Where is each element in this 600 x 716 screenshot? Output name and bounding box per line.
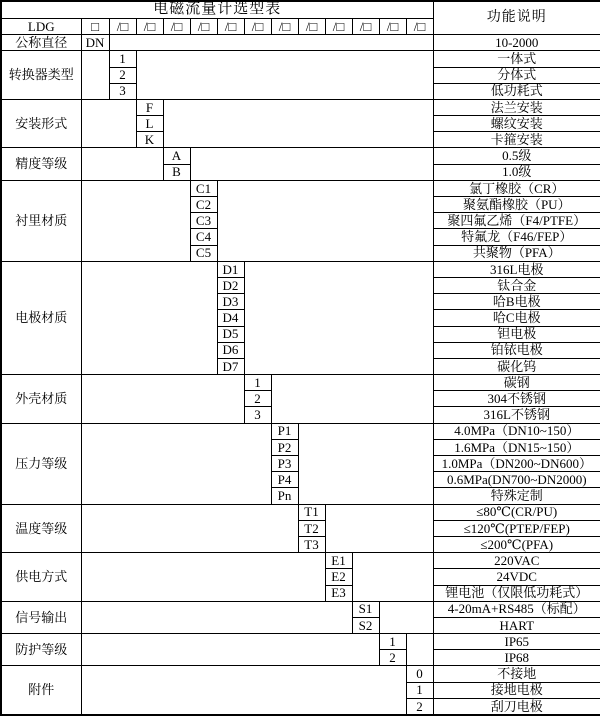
code-cell: F [136, 99, 163, 115]
value-cell: 哈B电极 [433, 294, 600, 310]
empty-cell [81, 148, 163, 180]
empty-cell [81, 423, 271, 504]
value-cell: 碳钢 [433, 375, 600, 391]
code-cell: C3 [190, 213, 217, 229]
code-cell: C1 [190, 180, 217, 196]
slash-box: /□ [379, 18, 406, 34]
code-cell: P2 [271, 439, 298, 455]
empty-cell [244, 261, 433, 374]
code-cell: T3 [298, 536, 325, 552]
empty-cell [163, 99, 433, 148]
value-cell: 一体式 [433, 51, 600, 67]
value-cell: ≤80℃(CR/PU) [433, 504, 600, 520]
empty-cell [379, 601, 433, 633]
empty-cell [81, 180, 190, 261]
empty-cell [298, 423, 433, 504]
code-cell: D1 [217, 261, 244, 277]
code-cell: P3 [271, 456, 298, 472]
group-label: 附件 [1, 666, 81, 715]
value-cell: HART [433, 617, 600, 633]
code-cell: 2 [109, 67, 136, 83]
code-cell: C2 [190, 197, 217, 213]
empty-cell [136, 51, 433, 100]
empty-cell [81, 51, 109, 100]
group-label: 转换器类型 [1, 51, 81, 100]
value-cell: 卡箍安装 [433, 132, 600, 148]
code-cell: D5 [217, 326, 244, 342]
empty-cell [81, 375, 244, 424]
function-column-header: 功能说明 [433, 1, 600, 35]
value-cell: 316L不锈钢 [433, 407, 600, 423]
value-cell: 分体式 [433, 67, 600, 83]
slash-box: /□ [163, 18, 190, 34]
value-cell: ≤200℃(PFA) [433, 536, 600, 552]
code-cell: L [136, 116, 163, 132]
group-label: 压力等级 [1, 423, 81, 504]
group-label: 供电方式 [1, 553, 81, 602]
value-cell: 特氟龙（F46/FEP） [433, 229, 600, 245]
code-cell: E3 [325, 585, 352, 601]
value-cell: 304不锈钢 [433, 391, 600, 407]
value-cell: IP65 [433, 634, 600, 650]
code-cell: E2 [325, 569, 352, 585]
code-cell: P4 [271, 472, 298, 488]
empty-cell [81, 601, 352, 633]
code-cell: 1 [406, 682, 433, 698]
value-cell: 法兰安装 [433, 99, 600, 115]
group-label: 外壳材质 [1, 375, 81, 424]
value-cell: 接地电极 [433, 682, 600, 698]
value-cell: 10-2000 [433, 35, 600, 51]
empty-cell [217, 180, 433, 261]
code-cell: E1 [325, 553, 352, 569]
code-cell: 1 [109, 51, 136, 67]
code-cell: D2 [217, 277, 244, 293]
code-cell: 2 [244, 391, 271, 407]
slash-box: /□ [136, 18, 163, 34]
slash-box: /□ [298, 18, 325, 34]
code-cell: 1 [379, 634, 406, 650]
code-cell: T2 [298, 520, 325, 536]
code-cell: T1 [298, 504, 325, 520]
value-cell: 聚四氟乙烯（F4/PTFE） [433, 213, 600, 229]
slash-box: /□ [271, 18, 298, 34]
code-cell: 3 [109, 83, 136, 99]
group-label: 公称直径 [1, 35, 81, 51]
code-cell: 0 [406, 666, 433, 682]
value-cell: 特殊定制 [433, 488, 600, 504]
empty-cell [190, 148, 433, 180]
value-cell: 聚氨酯橡胶（PU） [433, 197, 600, 213]
value-cell: 4.0MPa（DN10~150） [433, 423, 600, 439]
model-prefix: LDG [1, 18, 81, 34]
value-cell: 1.0级 [433, 164, 600, 180]
empty-cell [325, 504, 433, 553]
code-cell: 2 [406, 698, 433, 715]
code-cell: D7 [217, 358, 244, 374]
slash-box: /□ [352, 18, 379, 34]
code-cell: C4 [190, 229, 217, 245]
empty-cell [81, 504, 298, 553]
value-cell: 1.0MPa（DN200~DN600） [433, 456, 600, 472]
code-cell: D3 [217, 294, 244, 310]
code-cell: 2 [379, 650, 406, 666]
empty-cell [81, 99, 136, 148]
group-label: 安装形式 [1, 99, 81, 148]
value-cell: 不接地 [433, 666, 600, 682]
code-cell: S1 [352, 601, 379, 617]
group-label: 精度等级 [1, 148, 81, 180]
value-cell: 0.5级 [433, 148, 600, 164]
group-label: 信号输出 [1, 601, 81, 633]
value-cell: 钛合金 [433, 277, 600, 293]
code-cell: 1 [244, 375, 271, 391]
code-cell: DN [81, 35, 109, 51]
code-cell: K [136, 132, 163, 148]
value-cell: 锂电池（仅限低功耗式） [433, 585, 600, 601]
value-cell: 低功耗式 [433, 83, 600, 99]
value-cell: IP68 [433, 650, 600, 666]
group-label: 电极材质 [1, 261, 81, 374]
value-cell: 氯丁橡胶（CR） [433, 180, 600, 196]
value-cell: 螺纹安装 [433, 116, 600, 132]
slash-box: /□ [190, 18, 217, 34]
value-cell: ≤120℃(PTEP/FEP) [433, 520, 600, 536]
slash-box: /□ [325, 18, 352, 34]
group-label: 温度等级 [1, 504, 81, 553]
value-cell: 316L电极 [433, 261, 600, 277]
code-cell: C5 [190, 245, 217, 261]
empty-cell [271, 375, 433, 424]
code-cell: S2 [352, 617, 379, 633]
empty-cell [81, 666, 406, 715]
slash-box: /□ [244, 18, 271, 34]
empty-cell [406, 634, 433, 666]
code-cell: Pn [271, 488, 298, 504]
table-title: 电磁流量计选型表 [1, 1, 433, 18]
empty-cell [81, 553, 325, 602]
group-label: 防护等级 [1, 634, 81, 666]
value-cell: 4-20mA+RS485（标配） [433, 601, 600, 617]
value-cell: 1.6MPa（DN15~150） [433, 439, 600, 455]
empty-cell [352, 553, 433, 602]
code-cell: P1 [271, 423, 298, 439]
code-cell: A [163, 148, 190, 164]
slash-box: /□ [217, 18, 244, 34]
group-label: 衬里材质 [1, 180, 81, 261]
slash-box: /□ [406, 18, 433, 34]
code-cell: B [163, 164, 190, 180]
value-cell: 碳化钨 [433, 358, 600, 374]
value-cell: 24VDC [433, 569, 600, 585]
code-cell: 3 [244, 407, 271, 423]
empty-cell [81, 634, 379, 666]
empty-cell [81, 261, 217, 374]
code-cell: D4 [217, 310, 244, 326]
slash-box: /□ [109, 18, 136, 34]
value-cell: 哈C电极 [433, 310, 600, 326]
code-box: □ [81, 18, 109, 34]
value-cell: 钽电极 [433, 326, 600, 342]
code-cell: D6 [217, 342, 244, 358]
value-cell: 220VAC [433, 553, 600, 569]
value-cell: 铂铱电极 [433, 342, 600, 358]
value-cell: 0.6MPa(DN700~DN2000) [433, 472, 600, 488]
empty-cell [109, 35, 433, 51]
value-cell: 共聚物（PFA） [433, 245, 600, 261]
value-cell: 刮刀电极 [433, 698, 600, 715]
